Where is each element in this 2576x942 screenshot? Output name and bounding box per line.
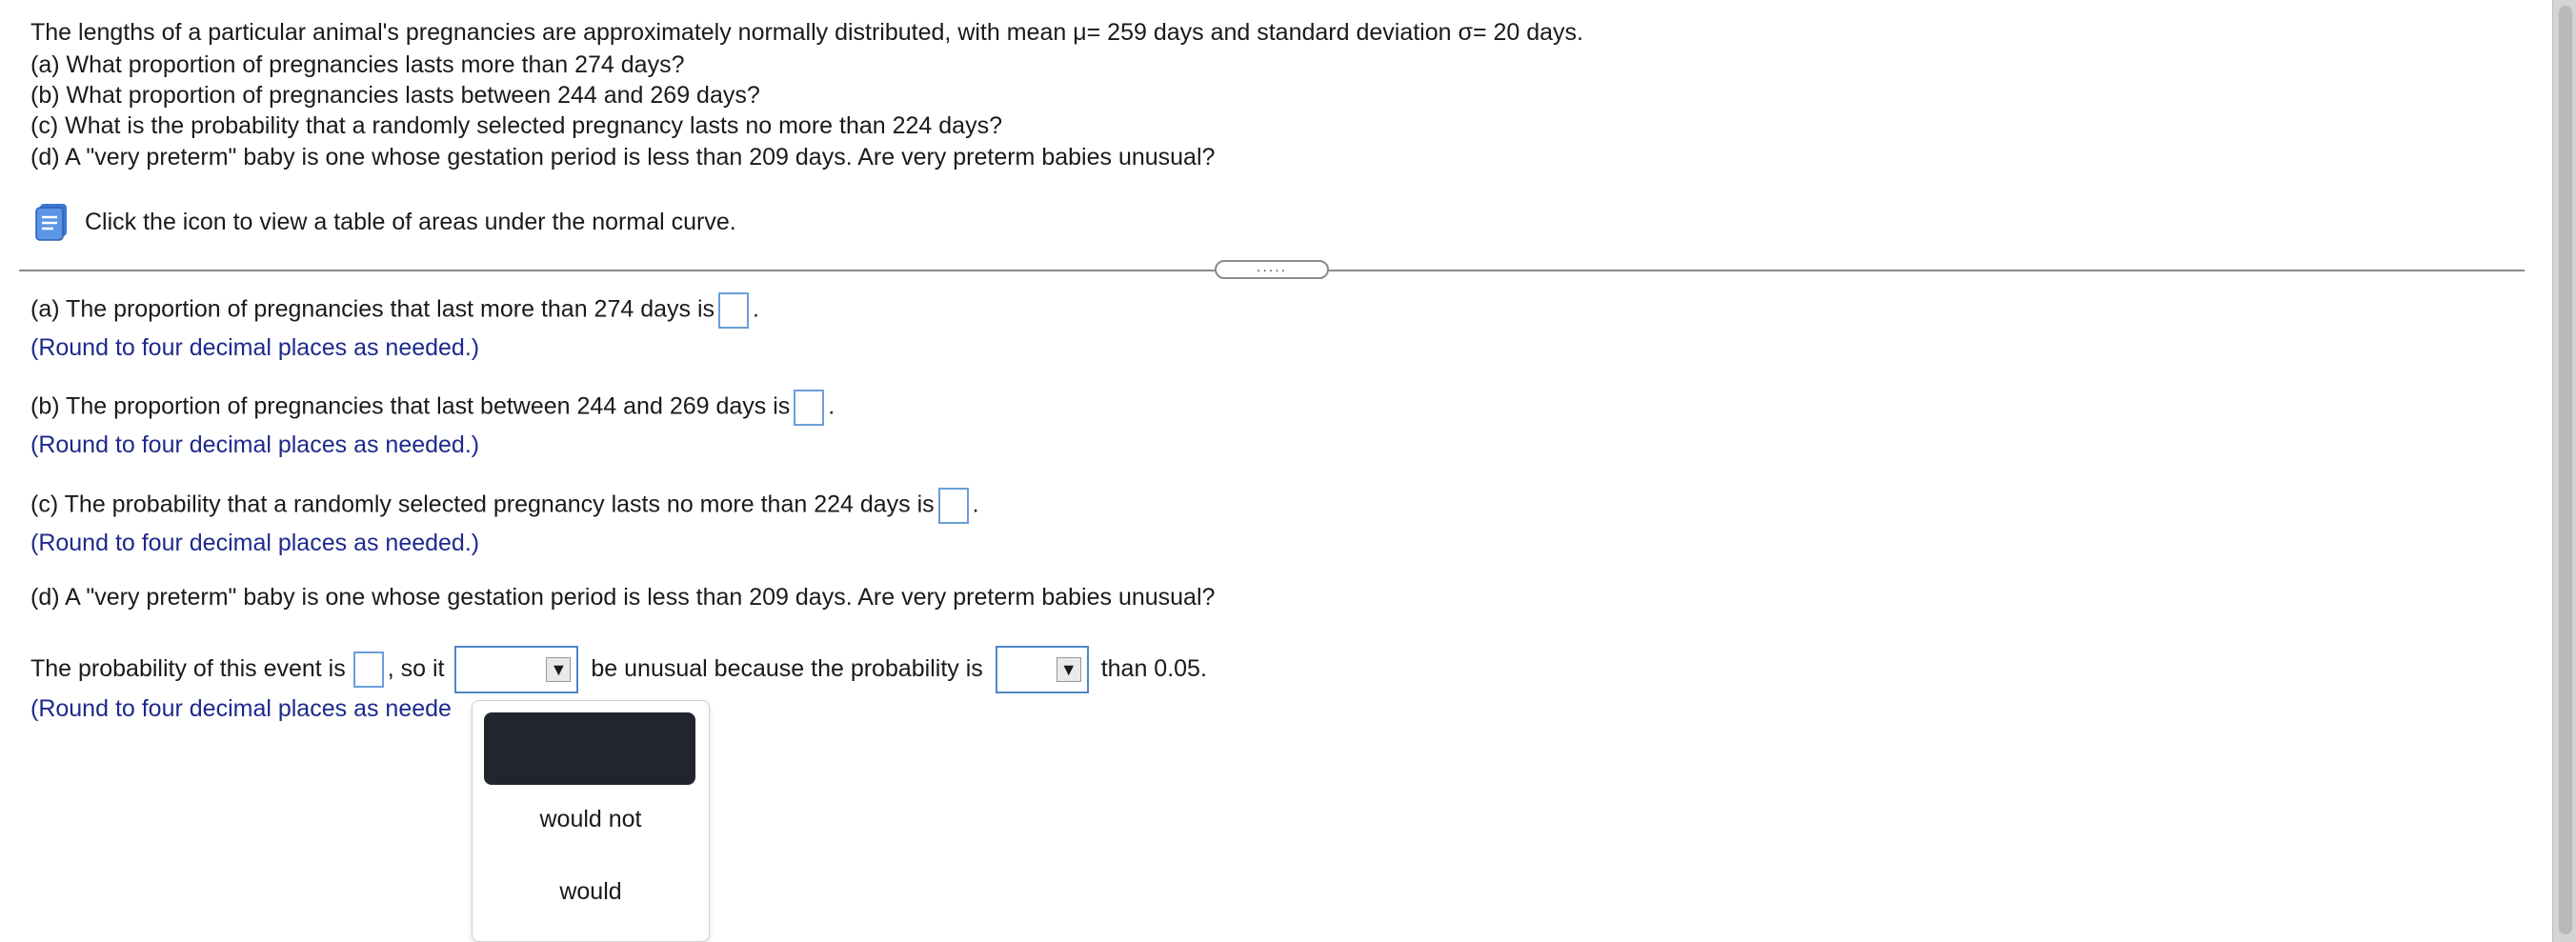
book-icon[interactable] <box>34 202 70 242</box>
answer-b-input[interactable] <box>794 390 824 426</box>
answer-b-text: (b) The proportion of pregnancies that last between 244 and 269 days is <box>30 392 791 420</box>
round-note-a: (Round to four decimal places as needed.) <box>30 334 480 361</box>
answer-d-input[interactable] <box>353 651 384 688</box>
sigma-value: = 20 days. <box>1472 19 1584 46</box>
table-link-text[interactable]: Click the icon to view a table of areas under the normal curve. <box>85 209 736 235</box>
dropdown-option-would-not[interactable]: would not <box>539 806 642 832</box>
question-c: (c) What is the probability that a randomly selected pregnancy lasts no more than 224 days? <box>30 112 1002 139</box>
answer-c-input[interactable] <box>938 488 969 524</box>
answer-c-row <box>30 488 979 524</box>
comparison-select[interactable] <box>996 646 1089 693</box>
expand-handle[interactable]: ..... <box>1215 260 1329 279</box>
dropdown-option-blank[interactable] <box>484 712 695 785</box>
round-note-b: (Round to four decimal places as needed.) <box>30 431 480 458</box>
problem-line-1 <box>30 17 1583 48</box>
answer-d-prefix: The probability of this event is <box>30 655 346 682</box>
problem-intro: The lengths of a particular animal's pregnancies are approximately normally distributed, with mean <box>30 19 1067 46</box>
period: . <box>753 295 759 323</box>
answer-c-text: (c) The probability that a randomly selected pregnancy lasts no more than 224 days is <box>30 491 935 518</box>
answer-a-text: (a) The proportion of pregnancies that last more than 274 days is <box>30 295 715 323</box>
question-a: (a) What proportion of pregnancies lasts more than 274 days? <box>30 51 685 78</box>
answer-a-row <box>30 292 759 329</box>
period: . <box>828 392 835 420</box>
round-note-d: (Round to four decimal places as neede <box>30 695 452 722</box>
triangle-down-icon: ▼ <box>1057 657 1081 682</box>
answer-b-row <box>30 390 835 426</box>
answer-d-so-it: , so it <box>387 655 445 682</box>
answer-d-middle: be unusual because the probability is <box>591 655 983 682</box>
scrollbar-thumb[interactable] <box>2559 6 2572 934</box>
would-dropdown-menu <box>472 700 710 942</box>
answer-a-input[interactable] <box>718 292 749 329</box>
mu-symbol: μ <box>1073 19 1087 46</box>
dropdown-option-would[interactable]: would <box>559 878 622 905</box>
period: . <box>972 491 979 518</box>
sigma-symbol: σ <box>1458 19 1473 46</box>
answer-d-question: (d) A "very preterm" baby is one whose gestation period is less than 209 days. Are very preterm babies unusual? <box>30 584 1216 611</box>
answer-d-row <box>30 645 1207 693</box>
would-select[interactable] <box>454 646 578 693</box>
round-note-c: (Round to four decimal places as needed.) <box>30 530 480 556</box>
question-b: (b) What proportion of pregnancies lasts between 244 and 269 days? <box>30 82 760 109</box>
answer-d-suffix: than 0.05. <box>1100 655 1207 682</box>
mu-value: = 259 days and standard deviation <box>1086 19 1452 46</box>
triangle-down-icon: ▼ <box>546 657 571 682</box>
question-d: (d) A "very preterm" baby is one whose gestation period is less than 209 days. Are very preterm babies unusual? <box>30 144 1216 170</box>
